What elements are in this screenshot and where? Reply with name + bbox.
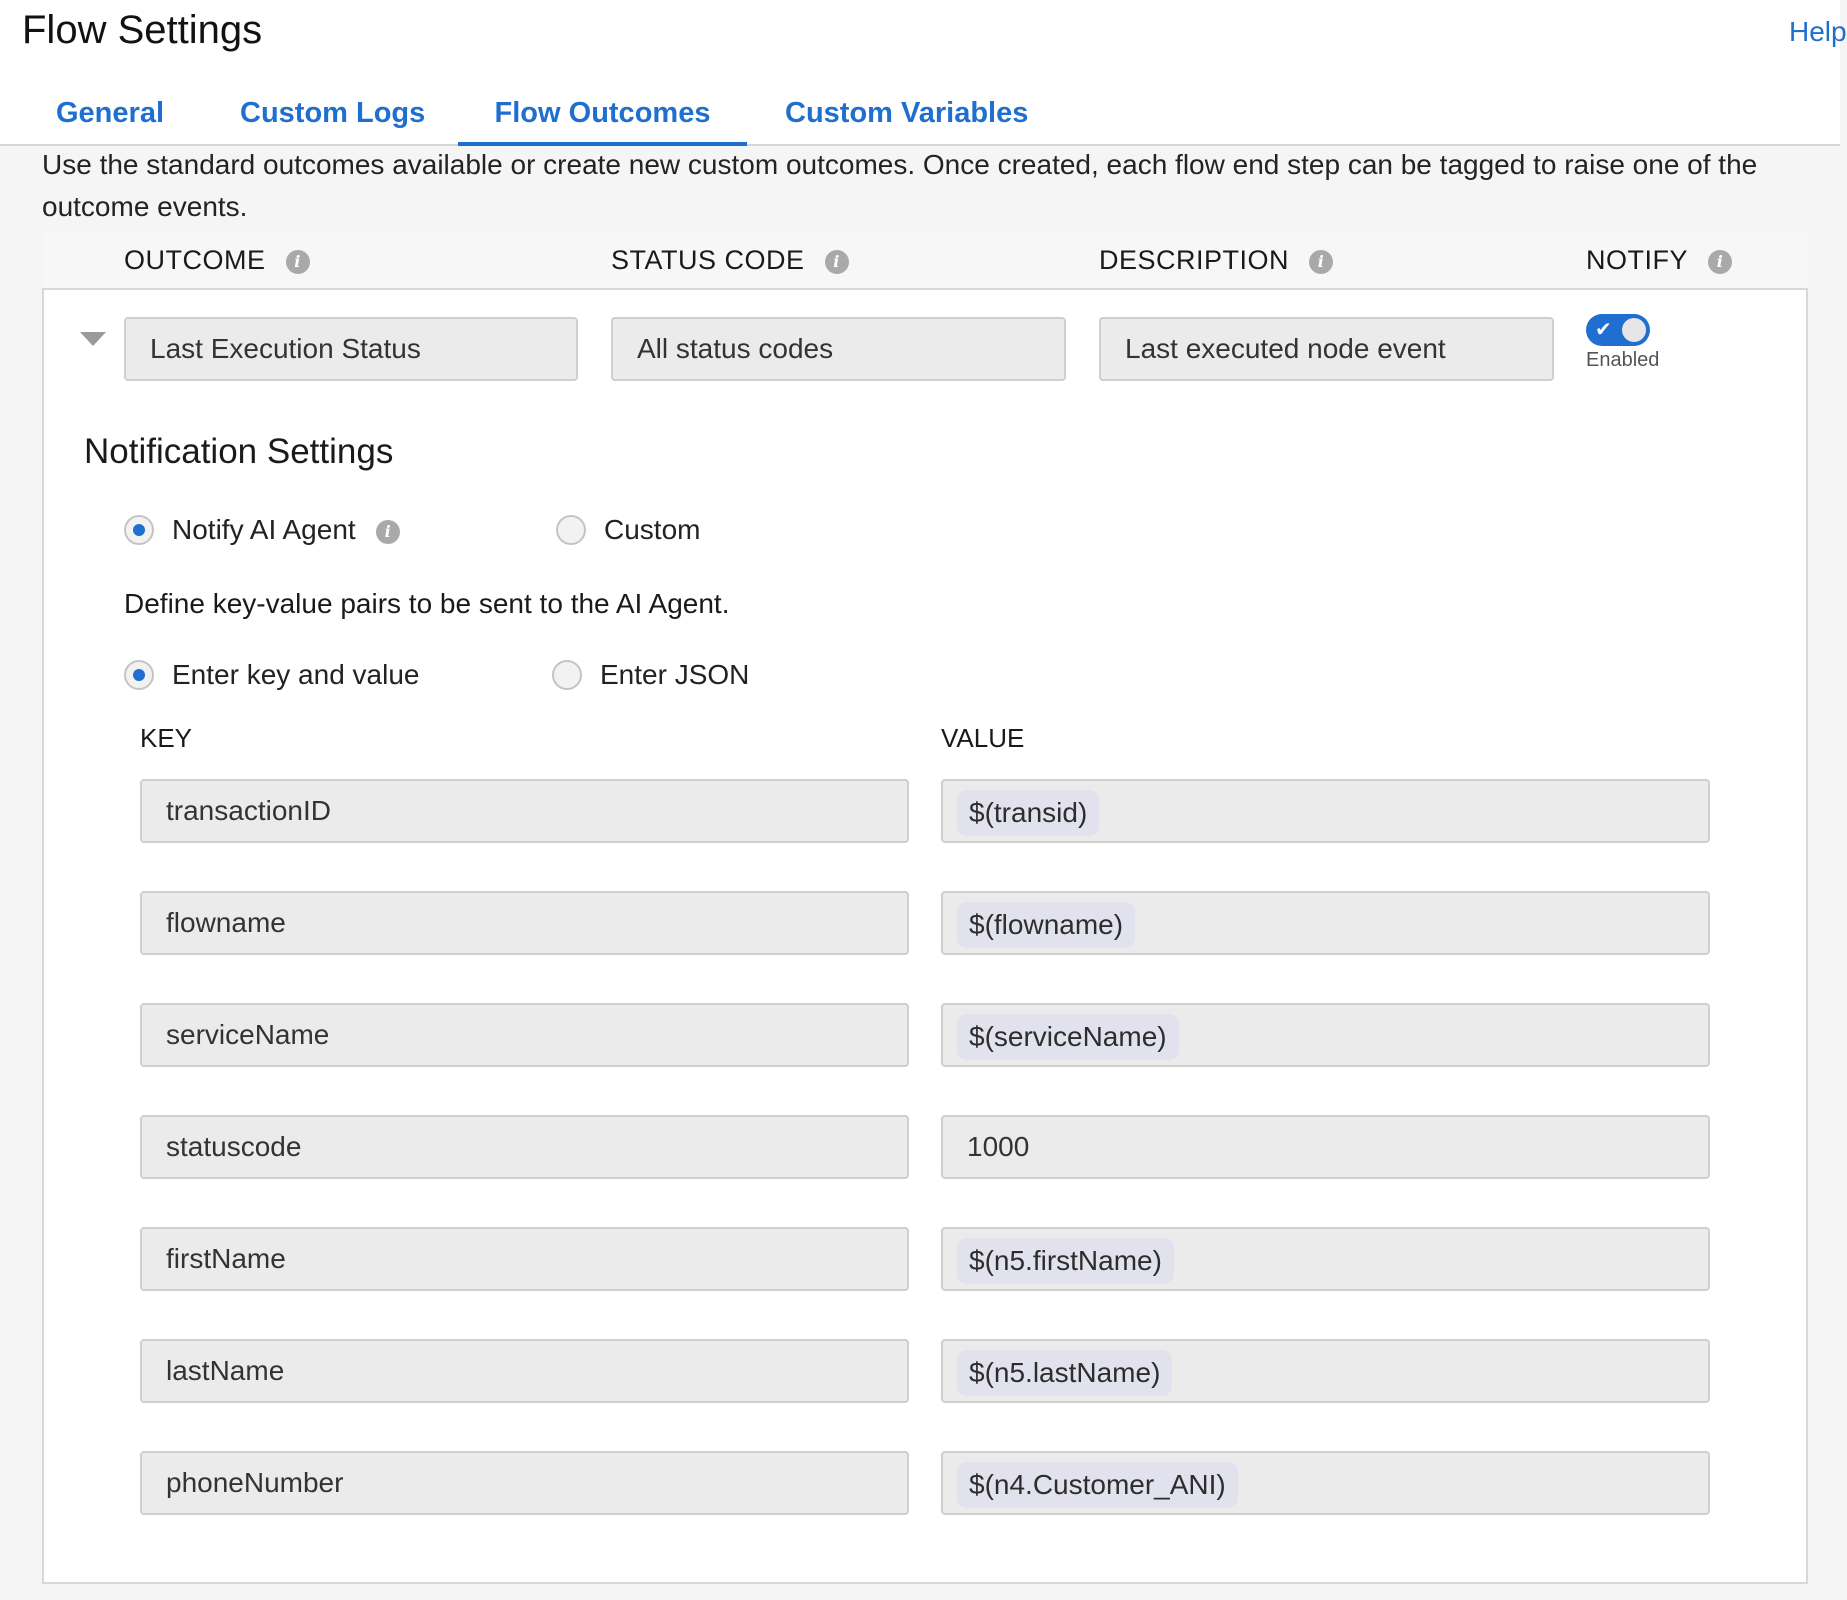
col-header-outcome-label: OUTCOME — [124, 245, 266, 275]
custom-radio[interactable] — [556, 515, 586, 545]
info-icon[interactable]: i — [1708, 250, 1732, 274]
tab-general[interactable]: General — [56, 97, 164, 129]
define-pairs-text: Define key-value pairs to be sent to the AI Agent. — [124, 588, 730, 619]
help-link[interactable]: Help — [1789, 16, 1847, 47]
col-header-outcome — [124, 232, 310, 288]
intro-text: Use the standard outcomes available or create new custom outcomes. Once created, each flow end step can be tagged to raise one of the outcome events. — [42, 149, 1758, 222]
enter-json-label: Enter JSON — [600, 659, 750, 690]
key-field[interactable]: transactionID — [140, 779, 909, 843]
info-icon[interactable]: i — [376, 520, 400, 544]
enter-json-radio[interactable] — [552, 660, 582, 690]
notify-toggle[interactable] — [1586, 314, 1650, 346]
status-code-field[interactable]: All status codes — [611, 317, 1066, 381]
tab-bar — [0, 80, 1840, 146]
key-field[interactable]: firstName — [140, 1227, 909, 1291]
page-title: Flow Settings — [22, 8, 263, 52]
variable-chip: $(n5.firstName) — [957, 1238, 1174, 1284]
col-header-notify-label: NOTIFY — [1586, 245, 1688, 275]
key-field[interactable]: phoneNumber — [140, 1451, 909, 1515]
value-field[interactable] — [941, 1227, 1710, 1291]
key-field[interactable]: serviceName — [140, 1003, 909, 1067]
tab-custom-variables[interactable]: Custom Variables — [785, 97, 1029, 129]
col-header-status-code — [611, 232, 849, 288]
value-field[interactable] — [941, 779, 1710, 843]
info-icon[interactable]: i — [286, 250, 310, 274]
col-header-description-label: DESCRIPTION — [1099, 245, 1290, 275]
notify-ai-agent-radio[interactable] — [124, 515, 154, 545]
variable-chip: $(flowname) — [957, 902, 1135, 948]
value-field[interactable]: 1000 — [941, 1115, 1710, 1179]
variable-chip: $(transid) — [957, 790, 1099, 836]
notify-ai-agent-label — [172, 510, 400, 550]
chevron-down-icon[interactable] — [80, 332, 106, 346]
description-field[interactable]: Last executed node event — [1099, 317, 1554, 381]
toggle-knob — [1622, 318, 1646, 342]
value-field[interactable] — [941, 1451, 1710, 1515]
variable-chip: $(n5.lastName) — [957, 1350, 1172, 1396]
value-field[interactable] — [941, 1003, 1710, 1067]
key-field[interactable]: flowname — [140, 891, 909, 955]
key-field[interactable]: statuscode — [140, 1115, 909, 1179]
value-field[interactable] — [941, 891, 1710, 955]
outcome-table-header — [42, 232, 1808, 288]
notify-ai-agent-text: Notify AI Agent — [172, 514, 356, 545]
notify-toggle-label: Enabled — [1586, 349, 1660, 371]
info-icon[interactable]: i — [825, 250, 849, 274]
variable-chip: $(n4.Customer_ANI) — [957, 1462, 1238, 1508]
info-icon[interactable]: i — [1309, 250, 1333, 274]
enter-key-value-radio[interactable] — [124, 660, 154, 690]
tab-flow-outcomes[interactable]: Flow Outcomes — [458, 80, 747, 146]
enter-key-value-label: Enter key and value — [172, 659, 420, 690]
key-column-header: KEY — [140, 723, 193, 753]
col-header-notify — [1586, 232, 1732, 288]
key-field[interactable]: lastName — [140, 1339, 909, 1403]
variable-chip: $(serviceName) — [957, 1014, 1179, 1060]
col-header-description — [1099, 232, 1333, 288]
value-column-header: VALUE — [941, 723, 1025, 753]
col-header-status-code-label: STATUS CODE — [611, 245, 805, 275]
tab-custom-logs[interactable]: Custom Logs — [240, 97, 426, 129]
value-field[interactable] — [941, 1339, 1710, 1403]
outcome-field[interactable]: Last Execution Status — [124, 317, 578, 381]
check-icon: ✔ — [1595, 319, 1612, 341]
top-header — [0, 0, 1847, 80]
custom-radio-label: Custom — [604, 514, 701, 545]
notification-settings-title: Notification Settings — [84, 432, 394, 471]
